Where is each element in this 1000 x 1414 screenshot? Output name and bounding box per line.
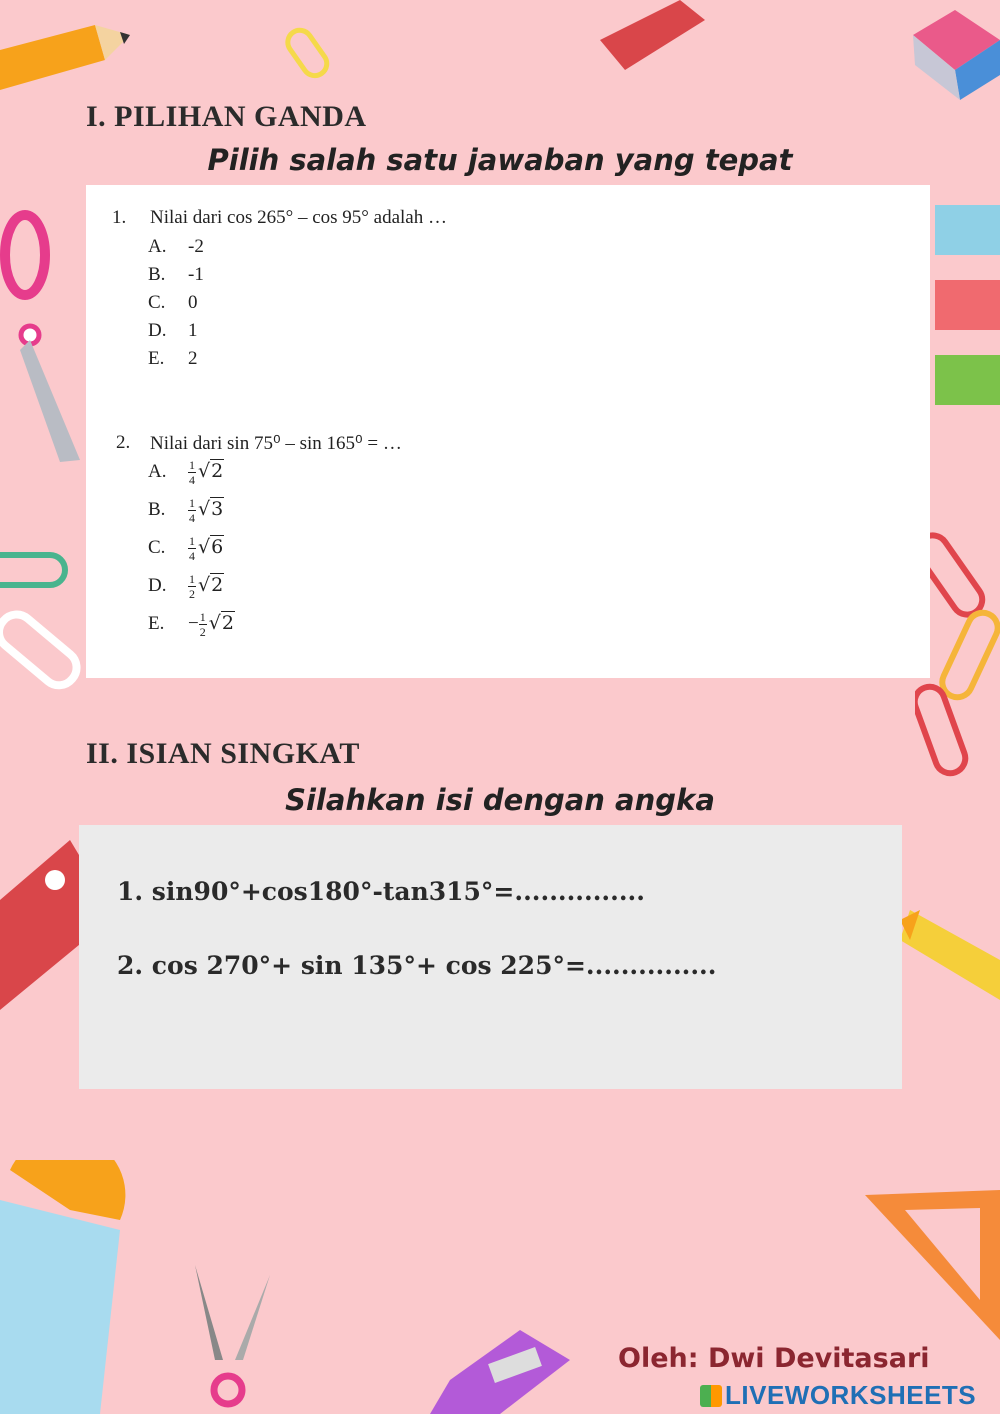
ruler-left-icon xyxy=(0,840,85,1020)
fraction xyxy=(188,573,196,600)
multiple-choice-card xyxy=(86,185,930,678)
fraction-denominator: 4 xyxy=(189,511,195,525)
section-1-title: I. PILIHAN GANDA xyxy=(86,100,367,133)
option-letter: C. xyxy=(148,536,166,558)
option-letter: E. xyxy=(148,612,165,634)
option-letter: E. xyxy=(148,348,165,369)
liveworksheets-icon xyxy=(700,1385,722,1407)
notebook-bottom-left-icon xyxy=(0,1160,190,1414)
pencil-right-icon xyxy=(900,900,1000,1020)
q1-option-b[interactable] xyxy=(148,264,204,286)
option-value: -2 xyxy=(188,236,204,257)
short-answer-item-1[interactable]: 1. sin90°+cos180°-tan315°=............... xyxy=(117,877,645,906)
fraction xyxy=(188,497,196,524)
section-2-title: II. ISIAN SINGKAT xyxy=(86,737,360,770)
fraction-denominator: 2 xyxy=(189,587,195,601)
section-2-subtitle: Silahkan isi dengan angka xyxy=(285,783,715,817)
question-2-number: 2. xyxy=(116,432,131,453)
liveworksheets-logo xyxy=(700,1380,976,1411)
option-sign: − xyxy=(188,612,199,634)
question-2-text: Nilai dari sin 75⁰ – sin 165⁰ = … xyxy=(150,433,402,454)
fraction-numerator: 1 xyxy=(189,458,195,472)
q2-option-b[interactable] xyxy=(148,497,224,524)
author-credit: Oleh: Dwi Devitasari xyxy=(618,1343,930,1374)
sqrt: √2 xyxy=(208,611,234,634)
option-value: 0 xyxy=(188,292,198,313)
question-1-text: Nilai dari cos 265° – cos 95° adalah … xyxy=(150,207,447,228)
eraser-top-right-icon xyxy=(905,5,1000,100)
crayons-right-icon xyxy=(930,195,1000,410)
fraction-numerator: 1 xyxy=(189,534,195,548)
option-letter: B. xyxy=(148,264,166,285)
option-letter: A. xyxy=(148,236,167,257)
question-1-number: 1. xyxy=(112,207,127,228)
paperclip-left-icon xyxy=(0,545,100,745)
liveworksheets-brand: LIVEWORKSHEETS xyxy=(725,1380,977,1410)
q2-option-d[interactable] xyxy=(148,573,224,600)
radicand: 6 xyxy=(211,535,224,558)
fraction xyxy=(199,611,207,638)
option-value: -1 xyxy=(188,264,204,285)
radicand: 3 xyxy=(211,497,224,520)
short-answer-item-2[interactable]: 2. cos 270°+ sin 135°+ cos 225°=............... xyxy=(117,951,717,980)
q1-option-c[interactable] xyxy=(148,292,198,314)
radicand: 2 xyxy=(211,459,224,482)
q2-option-e[interactable] xyxy=(148,611,235,638)
fraction xyxy=(188,459,196,486)
fraction-denominator: 4 xyxy=(189,473,195,487)
set-square-bottom-right-icon xyxy=(865,1190,1000,1360)
fraction-denominator: 4 xyxy=(189,549,195,563)
ruler-top-icon xyxy=(590,0,710,70)
radicand: 2 xyxy=(211,573,224,596)
q2-option-c[interactable] xyxy=(148,535,224,562)
q1-option-a[interactable] xyxy=(148,236,204,258)
fraction xyxy=(188,535,196,562)
sqrt: √2 xyxy=(198,459,224,482)
q1-option-d[interactable] xyxy=(148,320,198,342)
short-answer-card xyxy=(79,825,902,1089)
fraction-numerator: 1 xyxy=(199,610,206,624)
q1-option-e[interactable] xyxy=(148,348,198,370)
option-value: 2 xyxy=(188,348,198,369)
paperclip-top-icon xyxy=(285,15,355,85)
fraction-numerator: 1 xyxy=(189,572,195,586)
q2-option-a[interactable] xyxy=(148,459,224,486)
section-1-subtitle: Pilih salah satu jawaban yang tepat xyxy=(207,143,793,177)
scissors-left-icon xyxy=(0,200,90,470)
radicand: 2 xyxy=(221,611,234,634)
option-letter: B. xyxy=(148,498,166,520)
option-letter: D. xyxy=(148,574,167,596)
option-letter: D. xyxy=(148,320,167,341)
fraction-numerator: 1 xyxy=(189,496,195,510)
sqrt: √3 xyxy=(198,497,224,520)
compass-bottom-icon xyxy=(195,1265,275,1414)
sharpener-bottom-icon xyxy=(430,1320,580,1414)
option-letter: A. xyxy=(148,460,167,482)
fraction-denominator: 2 xyxy=(199,625,206,639)
sqrt: √2 xyxy=(198,573,224,596)
pencil-top-left-icon xyxy=(0,20,140,100)
sqrt: √6 xyxy=(198,535,224,558)
option-value: 1 xyxy=(188,320,198,341)
option-letter: C. xyxy=(148,292,166,313)
